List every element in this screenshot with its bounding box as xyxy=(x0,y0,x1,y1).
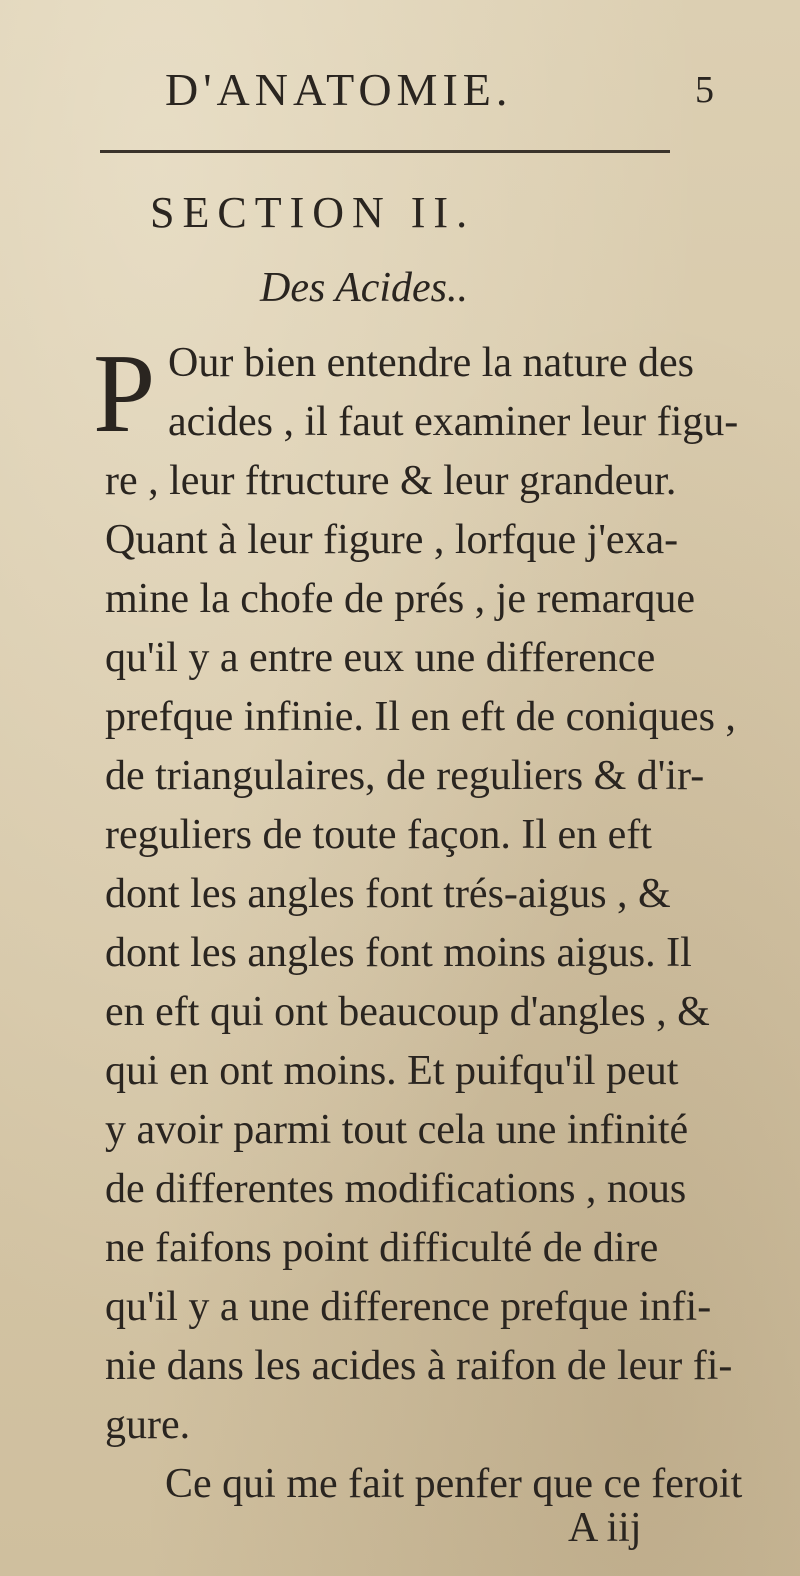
section-title: SECTION II. xyxy=(150,188,476,237)
text-line: qu'il y a une difference prefque infi- xyxy=(105,1284,712,1330)
text-line: reguliers de toute façon. Il en eft xyxy=(105,812,652,858)
text-line: en eft qui ont beaucoup d'angles , & xyxy=(105,989,710,1035)
text-line: de triangulaires, de reguliers & d'ir- xyxy=(105,753,705,799)
text-line: de differentes modifications , nous xyxy=(105,1166,687,1212)
text-line: qui en ont moins. Et puifqu'il peut xyxy=(105,1048,679,1094)
text-line: Ce qui me fait penfer que ce feroit xyxy=(165,1461,743,1507)
page-number: 5 xyxy=(695,69,714,111)
header-rule xyxy=(100,150,670,153)
text-line: qu'il y a entre eux une difference xyxy=(105,635,656,681)
text-line: gure. xyxy=(105,1402,191,1448)
running-title: D'ANATOMIE. xyxy=(165,64,513,115)
text-line: acides , il faut examiner leur figu- xyxy=(168,399,739,445)
text-line: y avoir parmi tout cela une infinité xyxy=(105,1107,689,1153)
text-line: nie dans les acides à raifon de leur fi- xyxy=(105,1343,733,1389)
text-line: prefque infinie. Il en eft de coniques , xyxy=(105,694,736,740)
section-subtitle: Des Acides.. xyxy=(260,265,469,311)
text-line: Quant à leur figure , lorfque j'exa- xyxy=(105,517,679,563)
text-line: Our bien entendre la nature des xyxy=(168,340,694,386)
text-line: dont les angles font trés-aigus , & xyxy=(105,871,671,917)
running-head xyxy=(0,58,800,122)
text-line: dont les angles font moins aigus. Il xyxy=(105,930,692,976)
text-line: ne faifons point difficulté de dire xyxy=(105,1225,659,1271)
text-line: mine la chofe de prés , je remarque xyxy=(105,576,696,622)
signature-mark: A iij xyxy=(568,1505,642,1551)
text-line: re , leur ftructure & leur grandeur. xyxy=(105,458,677,504)
drop-cap: P xyxy=(93,332,156,456)
